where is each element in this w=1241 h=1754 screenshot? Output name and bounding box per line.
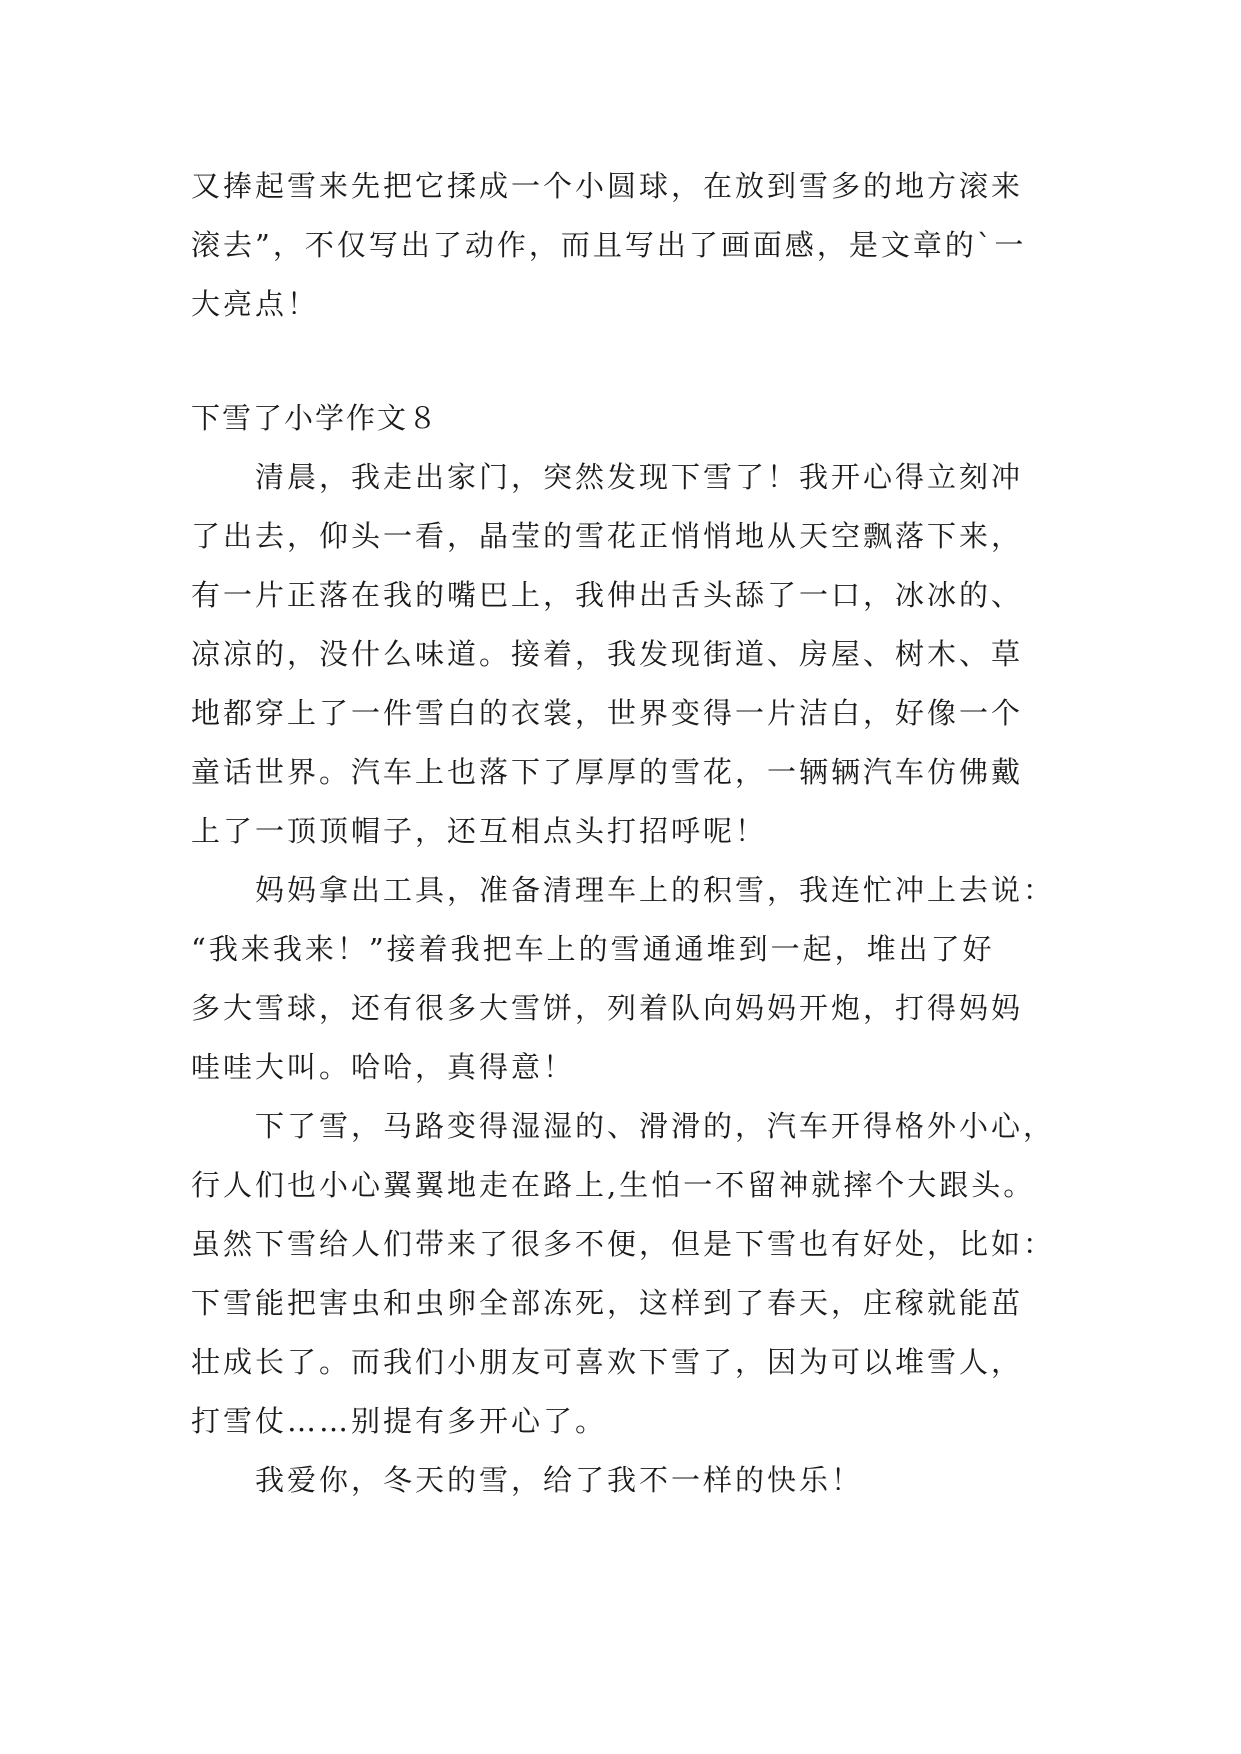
intro-paragraph [191,157,1071,334]
text-line: 大亮点！ [191,287,320,321]
essay-body [191,389,1071,1510]
text-line: 滚去”，不仅写出了动作，而且写出了画面感，是文章的`一 [191,228,1027,262]
text-line: 又捧起雪来先把它揉成一个小圆球，在放到雪多的地方滚来 [191,169,1024,203]
paragraph-2 [191,861,1071,1097]
text-line: “我来我来！”接着我把车上的雪通通堆到一起，堆出了好 [191,932,995,966]
text-line: 地都穿上了一件雪白的衣裳，世界变得一片洁白，好像一个 [191,696,1024,730]
paragraph-4 [191,1451,1071,1510]
text-line: 了出去，仰头一看，晶莹的雪花正悄悄地从天空飘落下来， [191,519,1024,553]
text-line: 虽然下雪给人们带来了很多不便，但是下雪也有好处，比如： [191,1227,1056,1261]
essay-title: 下雪了小学作文８ [191,401,440,435]
text-line: 壮成长了。而我们小朋友可喜欢下雪了，因为可以堆雪人， [191,1345,1024,1379]
text-line: 清晨，我走出家门，突然发现下雪了！我开心得立刻冲 [255,460,1024,494]
text-line: 童话世界。汽车上也落下了厚厚的雪花，一辆辆汽车仿佛戴 [191,755,1024,789]
text-line: 凉凉的，没什么味道。接着，我发现街道、房屋、树木、草 [191,637,1024,671]
text-line: 打雪仗……别提有多开心了。 [191,1404,608,1438]
text-line: 上了一顶顶帽子，还互相点头打招呼呢！ [191,814,768,848]
text-line: 哇哇大叫。哈哈，真得意！ [191,1050,576,1084]
text-line: 我爱你，冬天的雪，给了我不一样的快乐！ [255,1463,864,1497]
text-line: 行人们也小心翼翼地走在路上,生怕一不留神就摔个大跟头。 [191,1168,1036,1202]
paragraph-1 [191,448,1071,861]
paragraph-3 [191,1097,1071,1451]
text-line: 有一片正落在我的嘴巴上，我伸出舌头舔了一口，冰冰的、 [191,578,1024,612]
text-line: 多大雪球，还有很多大雪饼，列着队向妈妈开炮，打得妈妈 [191,991,1024,1025]
text-line: 下雪能把害虫和虫卵全部冻死，这样到了春天，庄稼就能茁 [191,1286,1024,1320]
text-line: 妈妈拿出工具，准备清理车上的积雪，我连忙冲上去说： [255,873,1056,907]
text-line: 下了雪，马路变得湿湿的、滑滑的，汽车开得格外小心， [255,1109,1056,1143]
